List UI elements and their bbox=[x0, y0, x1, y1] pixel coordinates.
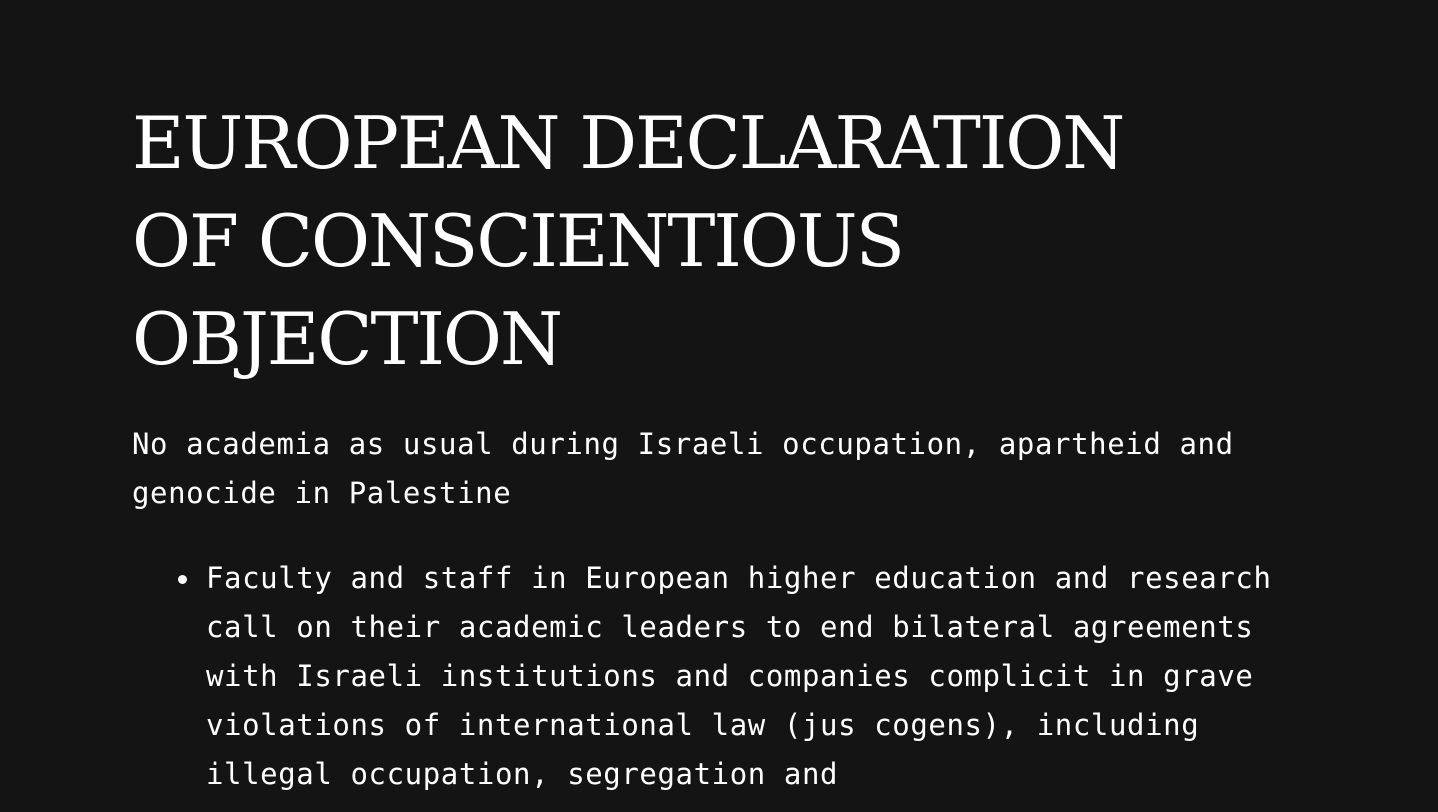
page-title: EUROPEAN DECLARATION OF CONSCIENTIOUS OBJECTION bbox=[132, 101, 1124, 381]
bullet-icon bbox=[178, 575, 187, 584]
page-subtitle: No academia as usual during Israeli occupation, apartheid and genocide in Palestine bbox=[132, 427, 1234, 510]
list-item bbox=[206, 554, 1296, 799]
list-item-text: Faculty and staff in European higher education and research call on their academic leaders to end bilateral agreements with Israeli institutions and companies complicit in grave violations of international law (jus cogens), including illegal occupation, segregation and bbox=[206, 561, 1272, 791]
declaration-list bbox=[132, 554, 1312, 799]
main-content bbox=[132, 94, 1312, 799]
